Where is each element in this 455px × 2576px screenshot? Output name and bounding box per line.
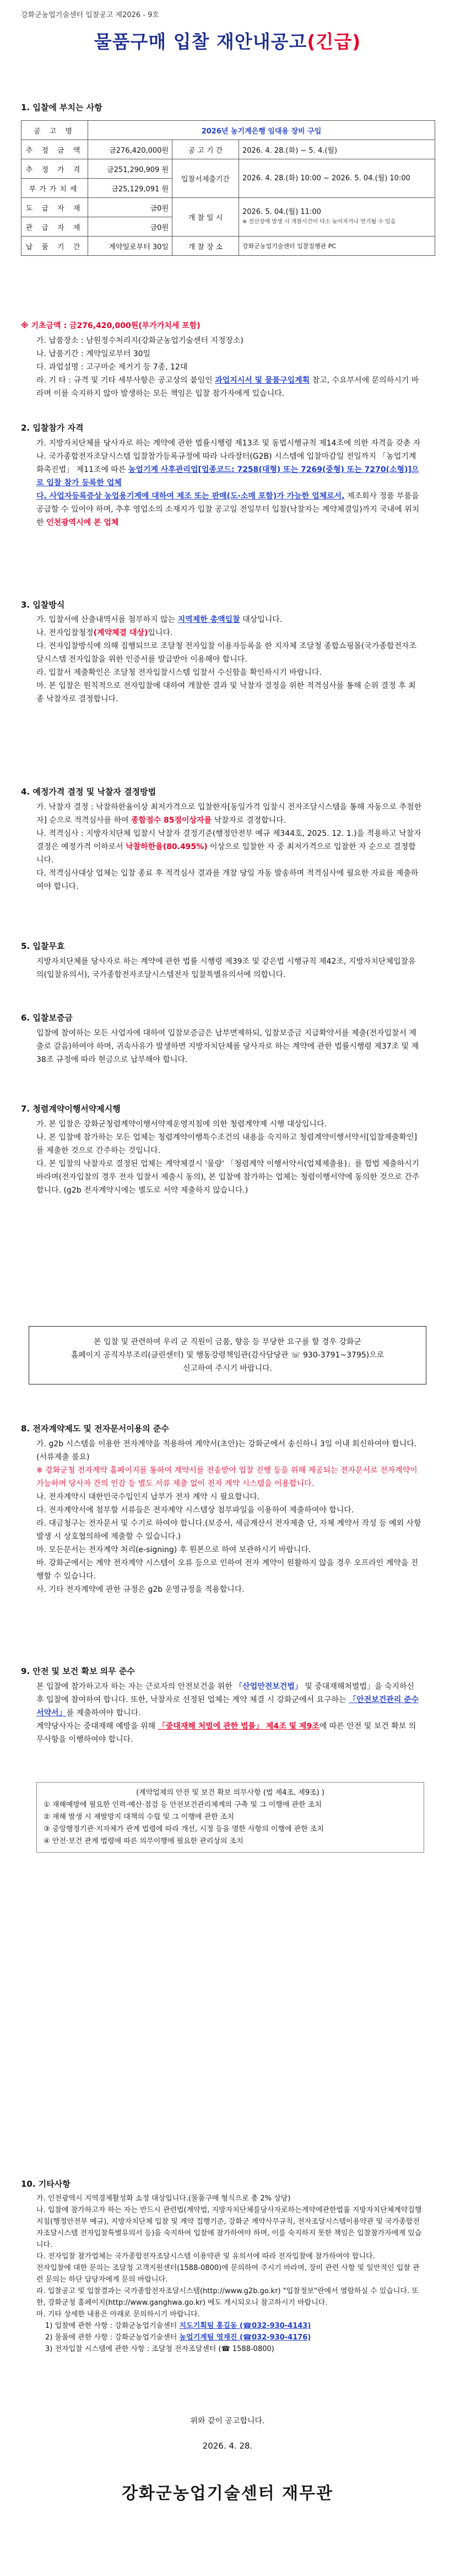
footer-org: 강화군농업기술센터 재무관	[121, 2484, 334, 2503]
footer-date: 2026. 4. 28.	[202, 2441, 253, 2451]
section-5-heading: 5. 입찰무효	[21, 941, 65, 951]
safety-list-item: ④ 안전·보건 관계 법령에 따른 의무이행에 필요한 관리상의 조치	[44, 1837, 243, 1845]
s10-item-b: 나. 입찰에 참가하고자 하는 자는 반드시 관련법(계약법, 지방자치단체를당사자로하는계약에관한법률 지방자치단체계약집행지침(행정안전부 예규), 지방자치단체 입찰 및 계약 집행기준, 강화군 계약사무규칙, 전자조달시스템이용약관 및 국가종합전자조달시스템 전자입찰특별유의서 등)을 숙지하여 입찰에 참가하여야 하며, 이를 숙지하지 못한 책임은 입찰참가자에게 있습니다.	[36, 2206, 422, 2249]
label-government-material: 관 급 자 재	[21, 217, 88, 237]
note-etc-c: 참고, 수요부서에 문의하시기 바라며 이를 숙지하지 않아 발생하는 모든 책임은 입찰 참가자에게 있습니다.	[36, 376, 419, 398]
s8-item-a: 가. g2b 시스템을 이용한 전자계약을 적용하여 계약서(초안)는 강화군에서 송신하니 3일 이내 회신하여야 합니다.(서류제출 불요)	[36, 1440, 417, 1462]
note-etc-b: 과업지시서 및 물품구입계획	[215, 376, 310, 385]
s9-1-b: 「산업안전보건법」	[235, 1682, 302, 1691]
value-submission-period: 2026. 4. 28.(화) 10:00 ~ 2026. 5. 04.(월) 10:00	[239, 159, 435, 198]
value-opening-datetime: 2026. 5. 04.(월) 11:00	[242, 207, 321, 216]
s8-item-e: 마. 모든문서는 전자계약 처리(e-signing) 후 원본으로 하여 보관하시기 바랍니다.	[36, 1545, 311, 1554]
contact-goods-person[interactable]: 농업기계팀 영재진 (☎032-930-4176)	[179, 2333, 311, 2342]
s3-a-3: 대상입니다.	[242, 615, 283, 624]
s3-b-1: 나. 전자입찰청정	[36, 629, 94, 637]
section-1-heading: 1. 입찰에 부치는 사항	[21, 103, 102, 112]
value-opening-place: 강화군농업기술센터 입찰집행관 PC	[239, 237, 435, 256]
note-delivery-period: 나. 납품기간 : 계약일로부터 30일	[36, 350, 151, 358]
value-opening-note: ※ 전산장애 발생 시 개찰시간이 다소 늦어지거나 연기될 수 있음	[242, 218, 396, 225]
label-notice-name: 공 고 명	[21, 121, 88, 140]
s8-item-c: 다. 전자계약서에 첨부할 서류들은 전자계약 시스템상 첨부파일을 이용하여 제출하여야 합니다.	[36, 1506, 354, 1515]
bid-info-table	[21, 120, 435, 256]
s3-item-b	[36, 626, 422, 640]
contact-bid-label: 1) 입찰에 관한 사항 : 강화군농업기술센터	[45, 2322, 177, 2330]
page-title	[0, 28, 455, 53]
label-delivery-period: 납 품 기 간	[21, 237, 88, 256]
contact-system: 3) 전자입찰 시스템에 관한 사항 : 조달청 전자조달센터 (☎ 1588-0800)	[45, 2345, 274, 2353]
s3-item-a	[36, 613, 422, 626]
s9-2-c: 에 따른 안전 및 보건 확보 의무사항을 이행하여야 합니다.	[36, 1722, 416, 1744]
s3-a-2: 지역제한 총액입찰	[177, 615, 240, 624]
s2-item-c	[36, 490, 422, 529]
section-3-heading: 3. 입찰방식	[21, 600, 65, 610]
s4-item-b	[36, 827, 422, 867]
s9-para-2	[36, 1720, 422, 1746]
s10-item-c-2: 전자입찰에 대한 문의는 조달청 고객지원센터(1588-0800)에 문의하여 주시기 바라며, 장비 관련 사항 및 일반적인 입찰 관련 문의는 하단 담당자에게 문의 바랍니다.	[36, 2264, 420, 2284]
value-estimated-amount: 금276,420,000원	[88, 140, 172, 159]
s4-a-1: 가. 낙찰자 결정 : 낙찰하한율이상 최저가격으로 입찰한자[동일가격 입찰시 전자조달시스템을 통해 자동으로 추첨한 자] 순으로 적격심사를 하여	[36, 803, 422, 825]
contact-bid-person[interactable]: 지도기획팀 홍길동 (☎032-930-4143)	[179, 2322, 311, 2330]
value-notice-period: 2026. 4. 28.(화) ~ 5. 4.(월)	[239, 140, 435, 159]
s10-item-e: 마. 기타 상세한 내용은 아래로 문의하시기 바랍니다.	[36, 2310, 200, 2319]
note-etc-a: 라. 기 타 : 규격 및 기타 세부사항은 공고상의 붙임인	[36, 376, 213, 385]
s4-a-2: 종합점수 85점이상자를	[131, 816, 212, 825]
safety-list-item: ③ 중앙행정기관·지자체가 관계 법령에 따라 개선, 시정 등을 명한 사항의 이행에 관한 조치	[44, 1825, 324, 1833]
value-notice-name: 2026년 농기계은행 임대용 장비 구입	[88, 121, 435, 140]
notice-number: 강화군농업기술센터 입찰공고 제2026 - 9호	[21, 11, 159, 19]
s4-b-1: 나. 적격심사 : 지방자치단체 입찰시 낙찰자 결정기준(행정안전부 예규 제344호, 2025. 12. 1.)을 적용하고 낙찰자 결정은 예정가격 이하로서	[36, 829, 421, 851]
s7-item-c: 다. 본 입찰의 낙찰자로 결정된 업체는 계약체결시 '물량' 「청렴계약 이행서약서(업체제출용)」를 합법 제출하시기 바라며(전자입찰의 경우 전자 입찰서 제출시 동의), 본 입찰에 참가하는 업체는 청렴이행서약에 동의한 것으로 간주합니다. (g2b 전자계약시에는 별도로 서약 제출하지 않습니다.)	[36, 1160, 420, 1195]
s9-2-a: 계약당사자는 중대재해 예방을 위해	[36, 1722, 156, 1731]
s3-item-c: 다. 전자입찰방식에 의해 집행되므로 조달청 전자입찰 이용자등록을 한 지자체 조달청 종합쇼핑몰(국가종합전자조달시스템 전자입찰을 위한 인증서를 발급받아 이용해야 합니다.	[36, 642, 417, 664]
s4-b-3: 이상으로 입찰한 자 중 최저가격으로 입찰한 자 순으로 결정합니다.	[36, 842, 416, 865]
notice-line-2: 홈페이지 공직자부조리(클린센터) 및 행동강령책임관(감사담당관 ☏ 930-3791~3795)으로	[71, 1351, 384, 1360]
s9-para-1	[36, 1680, 422, 1720]
title-urgent-tag: (긴급)	[307, 31, 361, 52]
value-delivery-period: 계약일로부터 30일	[88, 237, 172, 256]
s3-item-d: 라. 입찰서 제출확인은 조달청 전자입찰시스템 입찰서 수신함을 확인하시기 바랍니다.	[36, 668, 322, 677]
note-delivery-place: 가. 납품장소 : 남원정수처리지(강화군농업기술센터 지정장소)	[36, 336, 243, 345]
title-main: 물품구매 입찰 재안내공고	[94, 31, 307, 52]
s8-item-a-note: ※ 강화군청 전자계약 홈페이지를 통하여 계약서를 전송받아 입찰 진행 등을 위해 제공되는 전자문서로 전자계약이 가능하며 당사자 간의 인감 등 별도 서류 제출 없이 전자 계약 시스템을 이용합니다.	[36, 1466, 418, 1488]
section-4-body	[36, 801, 422, 893]
section-8-heading: 8. 전자계약제도 및 전자문서이용의 준수	[21, 1424, 169, 1434]
label-estimated-price: 추 정 가 격	[21, 159, 88, 179]
safety-obligations-box	[36, 1782, 424, 1853]
s3-item-e: 마. 본 입찰은 원칙적으로 전자입찰에 대하여 개찰한 결과 및 낙찰자 결정을 위한 적격심사를 통해 순위 결정 후 최종 낙찰자로 결정합니다.	[36, 681, 416, 704]
s9-1-e: 를 제출하여야 합니다.	[66, 1709, 141, 1718]
s2-item-c-region: 인천광역시에 본 업체	[46, 518, 119, 527]
safety-list-item: ① 재해예방에 필요한 인력·예산·점검 등 안전보건관리체계의 구축 및 그 이행에 관한 조치	[44, 1801, 322, 1809]
s2-item-c-highlight: 다. 사업자등록증상 농업용기계에 대하여 제조 또는 판매(도·소매 포함)가 가능한 업체로서,	[36, 492, 345, 501]
s10-item-a: 가. 인천광역시 지역경제활성화 소정 대상입니다.(물품구매 형식으로 총 2% 상당)	[36, 2194, 291, 2203]
closing-statement: 위와 같이 공고합니다.	[190, 2417, 265, 2425]
s9-2-b: 「중대재해 처벌에 관한 법률」 제4조 및 제9조	[158, 1722, 319, 1731]
s10-item-c: 다. 전자입찰 참가업체는 국가종합전자조달시스템 이용약관 및 유의서에 따라 전자입찰에 참가하여야 합니다.	[36, 2252, 375, 2261]
label-notice-period: 공 고 기 간	[172, 140, 239, 159]
s9-1-c: 및 중대재해처벌법」을 숙지하신 후 입찰에 참여하여 합니다. 또한, 낙찰자로 선정된 업체는 계약 체결 시 강화군에서 요구하는	[36, 1682, 415, 1704]
section-7-heading: 7. 청렴계약이행서약제시행	[21, 1104, 121, 1114]
label-contractor-material: 도 급 자 재	[21, 198, 88, 217]
section-2-heading: 2. 입찰참가 자격	[21, 423, 84, 433]
safety-list-title: (계약업체의 안전 및 보건 확보 의무사항 (법 제4조, 제9조) )	[136, 1789, 324, 1797]
base-amount-note: ※ 기초금액 : 금276,420,000원(부가가치세 포함)	[21, 321, 201, 330]
value-vat: 금25,129,091 원	[88, 179, 172, 198]
s10-item-d: 라. 입찰공고 및 입찰결과는 국가종합전자조달시스템(http://www.g2b.go.kr) "입찰정보"란에서 열람하실 수 있습니다. 또한, 강화군청 홈페이지(http://www.ganghwa.go.kr) 에도 게시되오니 참고하시기 바랍니다.	[36, 2287, 419, 2307]
section-8-body	[36, 1437, 422, 1596]
s8-item-d: 라. 대금청구는 전자문서 및 수기로 하여야 합니다.(보증서, 세금계산서 전자제출 단, 자체 계약서 작성 등 예외 사항 발생 시 상호협의하에 제출할 수 있습니다.)	[36, 1519, 421, 1541]
notice-line-3: 신고하여 주시기 바랍니다.	[182, 1364, 273, 1373]
value-estimated-price: 금251,290,909 원	[88, 159, 172, 179]
section-6-body: 입찰에 참여하는 모든 사업자에 대하여 입찰보증금은 납부면제하되, 입찰보증금 지급확약서를 제출(전자입찰서 제출로 갈음)하여야 하며, 귀속사유가 발생하면 지방자치단체를 당사자로 하는 계약에 관한 법률시행령 제37조 및 제38조 규정에 따라 현금으로 납부해야 합니다.	[36, 1029, 419, 1064]
note-task-description: 다. 과업설명 : 고구마순 제거기 등 7종, 12대	[36, 363, 188, 372]
value-government-material: 금0원	[88, 217, 172, 237]
s4-b-2: 낙찰하한율(80.495%)	[126, 842, 208, 851]
s2-item-b-highlight: 농업기계 사후관리업[업종코드: 7258(대형) 또는 7269(중형) 또는 7270(소형)]으로 입찰 참가 등록한 업체	[36, 465, 419, 487]
s7-item-a: 가. 본 입찰은 강화군청렴계약이행서약제운영지침에 의한 청렴계약제 시행 대상입니다.	[36, 1120, 327, 1129]
s4-item-c: 다. 적격심사대상 업체는 입찰 종료 후 적격심사 결과를 개찰 당일 자동 발송하며 적격심사에 필요한 자료를 제출하여야 합니다.	[36, 869, 419, 891]
anticorruption-notice-box	[29, 1326, 426, 1384]
section-9-heading: 9. 안전 및 보건 확보 의무 준수	[21, 1666, 135, 1676]
contact-goods	[36, 2332, 422, 2343]
s8-item-f: 바. 강화군에서는 계약 전자계약 시스템이 오류 등으로 인하여 전자 계약이 원활하지 않을 경우 오프라인 계약을 진행할 수 있습니다.	[36, 1559, 419, 1581]
section-6-heading: 6. 입찰보증금	[21, 1013, 73, 1023]
section-2-body	[36, 437, 422, 529]
s3-a-1: 가. 입찰서에 산출내역서를 첨부하지 않는	[36, 615, 176, 624]
section-7-body	[36, 1118, 422, 1197]
s9-1-d: 「안전보건관리 준수 서약서」	[36, 1695, 419, 1718]
safety-list-item: ② 재해 발생 시 재발방지 대책의 수립 및 그 이행에 관한 조치	[44, 1813, 234, 1821]
label-estimated-amount: 추 정 금 액	[21, 140, 88, 159]
s2-item-c-text: 제조회사 정품 부품을 공급할 수 있어야 하며, 추후 영업소의 소재지가 입찰 공고일 전일부터 입찰(낙찰자는 계약체결일)까지 국내에 위치한	[36, 492, 420, 527]
s2-item-b-text: 나. 국가종합전자조달시스템 입찰참가등록규정에 따라 나라장터(G2B) 시스템에 입찰마감일 전일까지 「농업기계화촉진법」 제11조에 따른	[36, 452, 416, 474]
section-1-notes	[36, 334, 422, 400]
s2-item-a: 가. 지방자치단체를 당사자로 하는 계약에 관한 법률시행령 제13조 및 동법시행규칙 제14조에 의한 자격을 갖춘 자	[36, 439, 421, 448]
contact-bid	[36, 2320, 422, 2332]
section-3-body	[36, 613, 422, 706]
s3-b-3: 입니다.	[148, 629, 173, 637]
label-opening-place: 개 찰 장 소	[172, 237, 239, 256]
s8-item-g: 사. 기타 전자계약에 관한 규정은 g2b 운영규정을 적용합니다.	[36, 1585, 245, 1594]
label-vat: 부가가치세	[21, 179, 88, 198]
s4-a-3: 낙찰자로 결정합니다.	[214, 816, 286, 825]
s2-item-b	[36, 450, 422, 490]
note-etc	[36, 374, 422, 400]
label-submission-period: 입찰서제출기간	[172, 159, 239, 198]
notice-line-1: 본 입찰 및 관련하여 우리 군 직원이 금품, 향응 등 부당한 요구를 할 경우 강화군	[94, 1338, 361, 1346]
label-opening-datetime: 개 찰 일 시	[172, 198, 239, 237]
section-4-heading: 4. 예정가격 결정 및 낙찰자 결정방법	[21, 787, 156, 797]
section-9-body	[36, 1680, 422, 1746]
s3-b-2: (계약체결 대상)	[93, 629, 148, 637]
s4-item-a	[36, 801, 422, 827]
s7-item-b: 나. 본 입찰에 참가하는 모든 업체는 청렴계약이행특수조건의 내용을 숙지하고 청렴계약이행서약서[입찰제출확인]를 제출한 것으로 간주하는 것입니다.	[36, 1133, 418, 1155]
section-10-body	[36, 2193, 422, 2355]
value-contractor-material: 금0원	[88, 198, 172, 217]
section-5-body: 지방자치단체를 당사자로 하는 계약에 관한 법률 시행령 제39조 및 같은법 시행규칙 제42조, 지방자치단체입찰유의(입찰유의서), 국가종합전자조달시스템전자 입찰특별유의서에 의합니다.	[36, 957, 416, 979]
s9-1-a: 본 입찰에 참가하고자 하는 자는 근로자의 안전보건을 위한	[36, 1682, 232, 1691]
contact-goods-label: 2) 물품에 관한 사항 : 강화군농업기술센터	[45, 2333, 177, 2342]
s8-item-b: 나. 전자계약시 대한민국수입인지 납부가 전자 계약 시 필요합니다.	[36, 1493, 260, 1501]
section-10-heading: 10. 기타사항	[21, 2179, 71, 2189]
